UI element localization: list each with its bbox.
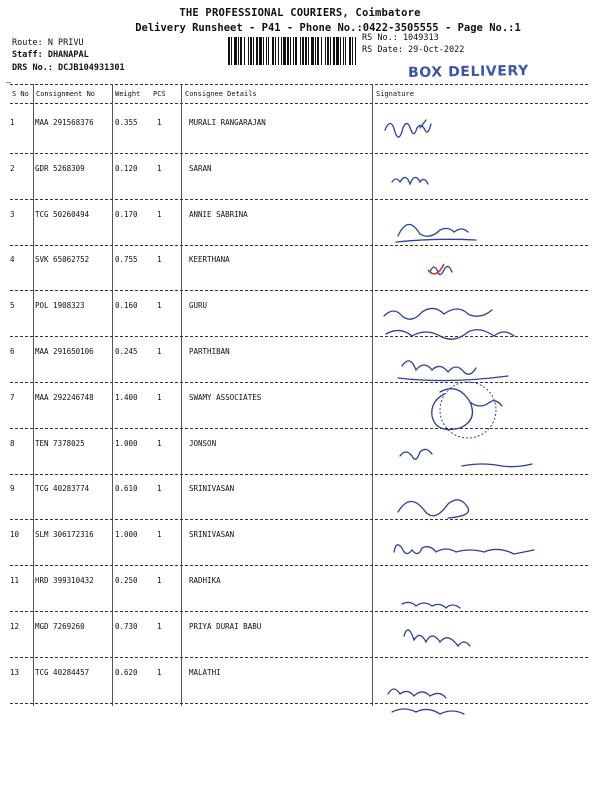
row-weight: 0.355 [115,118,138,127]
row-consignment-no: HRD 399310432 [35,576,94,585]
col-header-consignment: Consignment No [36,90,96,98]
row-sno: 4 [10,255,15,265]
row-weight: 0.620 [115,667,138,677]
col-header-consignee: Consignee Details [185,90,257,98]
row-consignee: MURALI RANGARAJAN [189,118,266,127]
handwritten-signature [400,449,532,466]
row-consignee: SRINIVASAN [189,484,235,494]
row-sno: 9 [10,484,15,494]
row-pcs: 1 [157,301,162,311]
row-weight: 1.000 [115,530,138,540]
handwritten-signature [384,308,514,339]
handwritten-signature [404,630,470,646]
row-consignment-no: MGD 7269260 [35,621,85,631]
staff-label: Staff: DHANAPAL [12,50,89,60]
handwritten-signature [385,120,431,137]
handwritten-signature [396,224,476,242]
row-sno: 6 [10,347,15,356]
col-header-weight: Weight [115,90,141,98]
row-pcs: 1 [157,621,162,631]
row-pcs: 1 [157,209,162,219]
handwritten-signature [398,500,469,518]
row-pcs: 1 [157,576,162,585]
row-weight: 1.000 [115,438,138,448]
row-sno: 2 [10,163,15,173]
rs-date: RS Date: 29-Oct-2022 [362,45,465,55]
row-weight: 0.160 [115,301,138,311]
runsheet-title: Delivery Runsheet - P41 - Phone No.:0422-3505555 - Page No.:1 [135,22,521,34]
row-sno: 7 [10,392,15,402]
row-consignment-no: SVK 65062752 [35,255,90,265]
handwritten-signature [394,545,534,554]
row-consignment-no: MAA 291650106 [35,347,94,356]
row-consignment-no: TCG 40283774 [35,484,90,494]
row-sno: 13 [10,667,20,677]
company-seal [440,382,496,438]
row-consignment-no: MAA 291568376 [35,118,94,127]
col-header-sno: S No [12,90,29,98]
row-consignment-no: SLM 306172316 [35,530,94,540]
box-delivery-stamp: BOX DELIVERY [407,62,529,82]
row-consignment-no: MAA 292246748 [35,392,94,402]
row-consignee: SRINIVASAN [189,530,235,540]
row-sno: 12 [10,621,20,631]
row-consignment-no: POL 1908323 [35,301,85,311]
row-sno: 8 [10,438,15,448]
handwritten-signature [392,177,428,184]
row-sno: 10 [10,530,20,540]
handwritten-signature [388,689,464,714]
row-weight: 0.755 [115,255,138,265]
row-sno: 3 [10,209,15,219]
row-pcs: 1 [157,118,162,127]
row-weight: 0.120 [115,163,138,173]
row-pcs: 1 [157,667,162,677]
handwritten-signature [432,389,502,430]
row-consignment-no: TCG 40284457 [35,667,90,677]
row-pcs: 1 [157,392,162,402]
row-weight: 0.250 [115,576,138,585]
row-weight: 1.400 [115,392,138,402]
row-pcs: 1 [157,163,162,173]
row-sno: 1 [10,118,15,127]
row-consignee: SARAN [189,163,212,173]
row-consignment-no: GDR 5268309 [35,163,85,173]
row-sno: 11 [10,576,20,585]
col-header-signature: Signature [376,90,414,98]
drs-number: DRS No.: DCJB104931301 [12,63,125,73]
row-consignee: PARTHIBAN [189,347,230,356]
row-consignee: KEERTHANA [189,255,230,265]
rs-number: RS No.: 1049313 [362,33,439,43]
row-sno: 5 [10,301,15,311]
row-consignee: PRIYA DURAI BABU [189,621,262,631]
corner-mark: — [6,78,11,87]
row-weight: 0.730 [115,621,138,631]
row-pcs: 1 [157,484,162,494]
route-label: Route: N PRIVU [12,38,84,48]
row-weight: 0.170 [115,209,138,219]
row-pcs: 1 [157,347,162,356]
row-weight: 0.610 [115,484,138,494]
row-pcs: 1 [157,530,162,540]
row-consignment-no: TEN 7378025 [35,438,85,448]
row-consignee: JONSON [189,438,217,448]
row-consignee: GURU [189,301,208,311]
row-consignee: ANNIE SABRINA [189,209,248,219]
row-consignee: SWAMY ASSOCIATES [189,392,262,402]
row-consignee: MALATHI [189,667,221,677]
row-pcs: 1 [157,255,162,265]
row-pcs: 1 [157,438,162,448]
row-consignee: RADHIKA [189,576,221,585]
row-consignment-no: TCG 50260494 [35,209,90,219]
handwritten-signature [398,361,508,381]
handwritten-signature [402,602,460,608]
row-weight: 0.245 [115,347,138,356]
col-header-pcs: PCS [153,90,166,98]
company-title: THE PROFESSIONAL COURIERS, Coimbatore [179,7,421,19]
